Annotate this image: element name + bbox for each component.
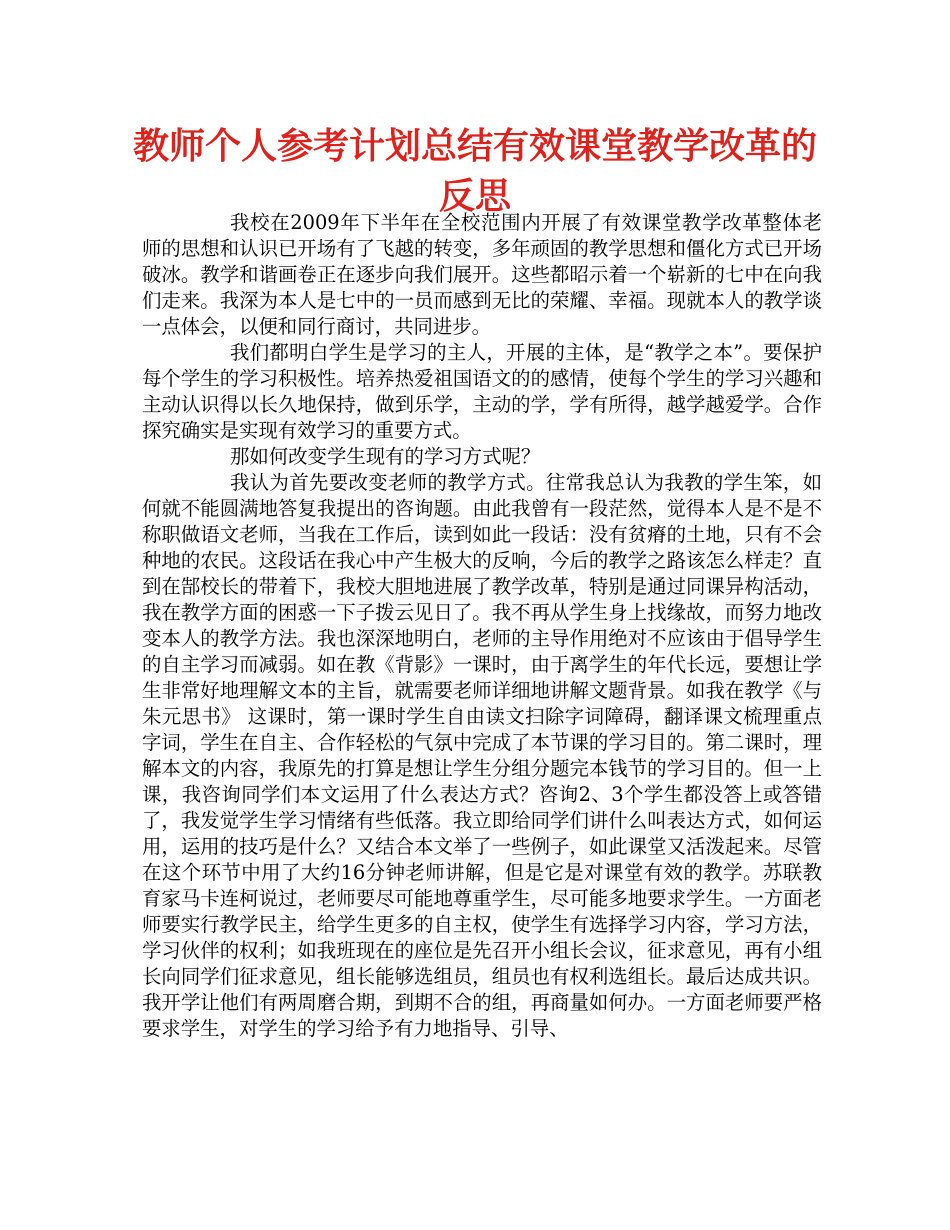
paragraph-intro: 我校在2009年下半年在全校范围内开展了有效课堂教学改革整体老师的思想和认识已开场有了飞越的转变，多年顽固的教学思想和僵化方式已开场破冰。教学和谐画卷正在逐步向我们展开。这些都昭示着一个崭新的七中在向我们走来。我深为本人是七中的一员而感到无比的荣耀、幸福。现就本人的教学谈一点体会，以便和同行商讨，共同进步。 [142,211,822,338]
paragraph-student-subject: 我们都明白学生是学习的主人，开展的主体，是“教学之本”。要保护每个学生的学习积极性。培养热爱祖国语文的的感情，使每个学生的学习兴趣和主动认识得以长久地保持，做到乐学，主动的学，学有所得，越学越爱学。合作探究确实是实现有效学习的重要方式。 [142,341,822,442]
document-body [142,210,822,1042]
paragraph-teaching-method: 我认为首先要改变老师的教学方式。往常我总认为我教的学生笨，如何就不能圆满地答复我提出的咨询题。由此我曾有一段茫然，觉得本人是不是不称职做语文老师，当我在工作后，读到如此一段话：没有贫瘠的土地，只有不会种地的农民。这段话在我心中产生极大的反响，今后的教学之路该怎么样走？直到在郜校长的带着下，我校大胆地进展了教学改革，特别是通过同课异构活动，我在教学方面的困惑一下子拨云见日了。我不再从学生身上找缘故，而努力地改变本人的教学方法。我也深深地明白，老师的主导作用绝对不应该由于倡导学生的自主学习而减弱。如在教《背影》一课时，由于离学生的年代长远，要想让学生非常好地理解文本的主旨，就需要老师详细地讲解文题背景。如我在教学《与朱元思书》 这课时，第一课时学生自由读文扫除字词障碍，翻译课文梳理重点字词，学生在自主、合作轻松的气氛中完成了本节课的学习目的。第二课时，理解本文的内容，我原先的打算是想让学生分组分题完本钱节的学习目的。但一上课，我咨询同学们本文运用了什么表达方式？咨询2、3个学生都没答上或答错了，我发觉学生学习情绪有些低落。我立即给同学们讲什么叫表达方式，如何运用，运用的技巧是什么？又结合本文举了一些例子，如此课堂又活泼起来。尽管在这个环节中用了大约16分钟老师讲解，但是它是对课堂有效的教学。苏联教育家马卡连柯说过，老师要尽可能地尊重学生，尽可能多地要求学生。一方面老师要实行教学民主，给学生更多的自主权，使学生有选择学习内容，学习方法，学习伙伴的权利；如我班现在的座位是先召开小组长会议，征求意见，再有小组长向同学们征求意见，组长能够选组员，组员也有权利选组长。最后达成共识。我开学让他们有两周磨合期，到期不合的组，再商量如何办。一方面老师要严格要求学生，对学生的学习给予有力地指导、引导、 [142,471,822,1040]
paragraph-question: 那如何改变学生现有的学习方式呢？ [230,445,541,468]
document-title: 教师个人参考计划总结有效课堂教学改革的反思 [132,126,817,217]
